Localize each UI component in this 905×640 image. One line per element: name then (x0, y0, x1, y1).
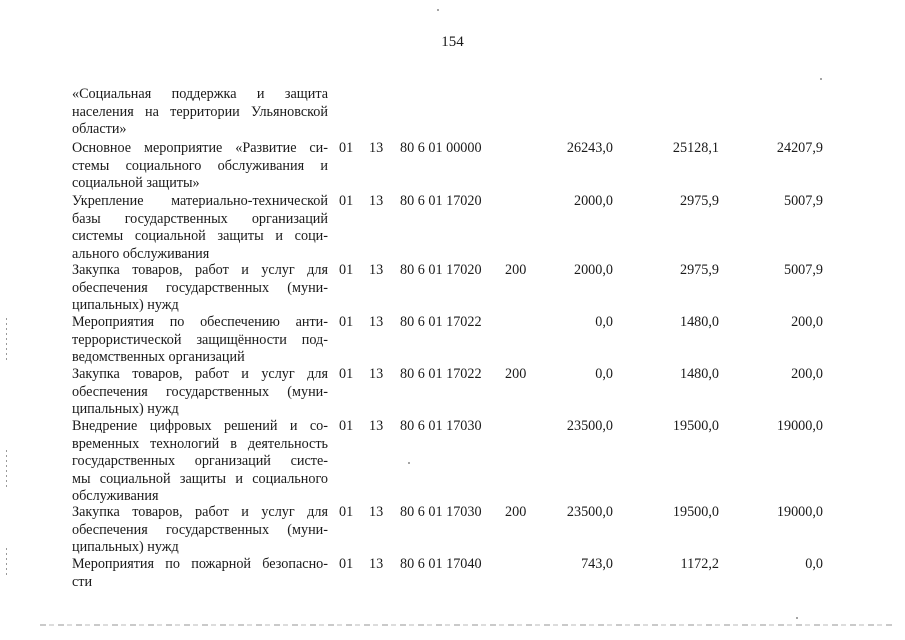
row-description-line: ципальных) нужд (72, 539, 179, 556)
scan-artifact-speck (796, 617, 798, 619)
expense-type-code: 200 (505, 366, 527, 382)
amount-year-1: 23500,0 (566, 504, 613, 520)
amount-year-1: 2000,0 (573, 193, 613, 209)
row-description-line: обеспечения государственных (муни- (72, 279, 328, 296)
subsection-code: 13 (369, 418, 384, 434)
row-description-line: ципальных) нужд (72, 297, 179, 314)
row-description-line: сти (72, 573, 93, 590)
subsection-code: 13 (369, 262, 384, 278)
amount-year-3: 200,0 (791, 314, 823, 330)
amount-year-1: 26243,0 (566, 140, 613, 156)
row-description-line: мы социальной защиты и социального (72, 470, 328, 487)
scan-artifact-speck (408, 462, 410, 464)
scan-artifact-edge (6, 548, 7, 578)
target-article-code: 80 6 01 00000 (400, 140, 482, 156)
amount-year-2: 2975,9 (679, 193, 719, 209)
row-description-line: Мероприятия по обеспечению анти- (72, 314, 328, 330)
row-description-line: ального обслуживания (72, 245, 210, 262)
row-description (72, 314, 328, 367)
subsection-code: 13 (369, 556, 384, 572)
section-code: 01 (339, 262, 354, 278)
section-code: 01 (339, 140, 354, 156)
target-article-code: 80 6 01 17022 (400, 314, 482, 330)
amount-year-2: 19500,0 (672, 504, 719, 520)
row-description-line: Укрепление материально-технической (72, 193, 328, 209)
row-description-line: системы социальной защиты и соци- (72, 228, 328, 245)
target-article-code: 80 6 01 17040 (400, 556, 482, 572)
amount-year-2: 19500,0 (672, 418, 719, 434)
row-description-line: стемы социального обслуживания и (72, 157, 328, 174)
row-description-line: ведомственных организаций (72, 349, 245, 366)
section-code: 01 (339, 504, 354, 520)
row-description (72, 418, 328, 506)
target-article-code: 80 6 01 17020 (400, 262, 482, 278)
row-description (72, 556, 328, 591)
target-article-code: 80 6 01 17020 (400, 193, 482, 209)
row-description-line: террористической защищённости под- (72, 331, 328, 348)
section-code: 01 (339, 193, 354, 209)
subsection-code: 13 (369, 193, 384, 209)
row-description (72, 140, 328, 193)
amount-year-1: 23500,0 (566, 418, 613, 434)
row-description (72, 86, 328, 139)
row-description-line: Закупка товаров, работ и услуг для (72, 366, 328, 382)
amount-year-2: 1480,0 (679, 314, 719, 330)
amount-year-3: 200,0 (791, 366, 823, 382)
amount-year-2: 1172,2 (680, 556, 719, 572)
amount-year-2: 2975,9 (679, 262, 719, 278)
subsection-code: 13 (369, 140, 384, 156)
row-description-line: ципальных) нужд (72, 401, 179, 418)
target-article-code: 80 6 01 17030 (400, 504, 482, 520)
page-number: 154 (441, 34, 464, 50)
row-description (72, 366, 328, 419)
scan-artifact-speck (437, 9, 439, 11)
amount-year-3: 19000,0 (776, 418, 823, 434)
subsection-code: 13 (369, 366, 384, 382)
amount-year-1: 743,0 (581, 556, 613, 572)
amount-year-3: 24207,9 (776, 140, 823, 156)
amount-year-2: 1480,0 (679, 366, 719, 382)
row-description-line: обеспечения государственных (муни- (72, 521, 328, 538)
amount-year-3: 5007,9 (783, 193, 823, 209)
expense-type-code: 200 (505, 262, 527, 278)
scan-artifact-edge (6, 450, 7, 490)
section-code: 01 (339, 314, 354, 330)
row-description-line: области» (72, 121, 127, 138)
amount-year-1: 0,0 (595, 314, 613, 330)
subsection-code: 13 (369, 314, 384, 330)
amount-year-2: 25128,1 (672, 140, 719, 156)
row-description-line: социальной защиты» (72, 175, 200, 192)
row-description-line: временных технологий в деятельность (72, 435, 328, 452)
target-article-code: 80 6 01 17022 (400, 366, 482, 382)
target-article-code: 80 6 01 17030 (400, 418, 482, 434)
row-description (72, 504, 328, 557)
row-description-line: Закупка товаров, работ и услуг для (72, 504, 328, 520)
amount-year-1: 2000,0 (573, 262, 613, 278)
row-description-line: обеспечения государственных (муни- (72, 383, 328, 400)
row-description (72, 193, 328, 263)
amount-year-1: 0,0 (595, 366, 613, 382)
scan-artifact-line (40, 624, 895, 626)
section-code: 01 (339, 418, 354, 434)
amount-year-3: 5007,9 (783, 262, 823, 278)
amount-year-3: 0,0 (805, 556, 823, 572)
row-description-line: обслуживания (72, 488, 159, 505)
row-description-line: государственных организаций систе- (72, 453, 328, 470)
row-description-line: Внедрение цифровых решений и со- (72, 418, 328, 434)
amount-year-3: 19000,0 (776, 504, 823, 520)
subsection-code: 13 (369, 504, 384, 520)
row-description-line: базы государственных организаций (72, 210, 328, 227)
scan-artifact-speck (820, 78, 822, 80)
scan-artifact-edge (6, 318, 7, 362)
section-code: 01 (339, 556, 354, 572)
expense-type-code: 200 (505, 504, 527, 520)
row-description-line: населения на территории Ульяновской (72, 103, 328, 120)
row-description (72, 262, 328, 315)
row-description-line: Закупка товаров, работ и услуг для (72, 262, 328, 278)
row-description-line: «Социальная поддержка и защита (72, 86, 328, 102)
row-description-line: Мероприятия по пожарной безопасно- (72, 556, 328, 572)
row-description-line: Основное мероприятие «Развитие си- (72, 140, 328, 156)
section-code: 01 (339, 366, 354, 382)
